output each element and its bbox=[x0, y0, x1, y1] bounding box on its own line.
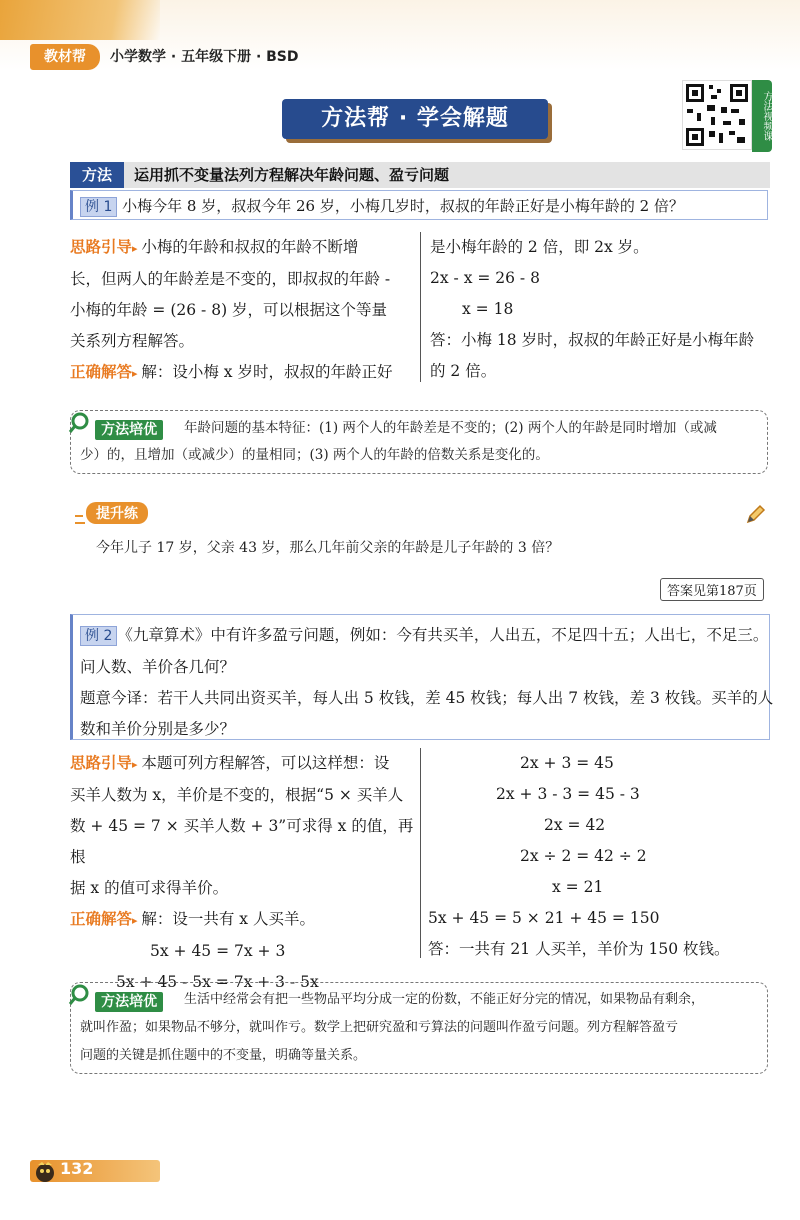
equation: 5x + 45 - 5x = 7x + 3 - 5x bbox=[116, 973, 319, 991]
equation: 5x + 45 = 5 × 21 + 45 = 150 bbox=[428, 909, 660, 927]
equation: x = 21 bbox=[552, 878, 604, 896]
pencil-icon bbox=[744, 504, 766, 530]
hint-line: 小梅的年龄和叔叔的年龄不断增 bbox=[141, 238, 359, 256]
equation: 5x + 45 = 7x + 3 bbox=[150, 942, 286, 960]
magnifier-icon bbox=[68, 419, 95, 438]
hint-line: 关系列方程解答。 bbox=[70, 332, 195, 350]
equation: x = 18 bbox=[462, 300, 514, 318]
equation: 2x + 3 = 45 bbox=[520, 754, 614, 772]
equation: 2x - x = 26 - 8 bbox=[430, 269, 540, 287]
example1-solution-right bbox=[430, 232, 775, 387]
equation: 2x ÷ 2 = 42 ÷ 2 bbox=[520, 847, 647, 865]
answer-label: 正确解答 bbox=[70, 363, 133, 381]
example2-question bbox=[80, 620, 774, 745]
answer-line: 答：一共有 21 人买羊，羊价为 150 枚钱。 bbox=[428, 940, 730, 958]
tip2-line: 问题的关键是抓住题中的不变量，明确等量关系。 bbox=[80, 1048, 367, 1063]
hint-line: 小梅的年龄 = (26 - 8) 岁，可以根据这个等量 bbox=[70, 301, 388, 319]
example2-line: 题意今译：若干人共同出资买羊，每人出 5 枚钱，差 45 枚钱；每人出 7 枚钱，差 3 枚钱。买羊的人 bbox=[80, 689, 774, 707]
tip2-tag: 方法培优 bbox=[95, 992, 163, 1012]
tip2-line: 生活中经常会有把一些物品平均分成一定的份数，不能正好分完的情况，如果物品有剩余， bbox=[184, 992, 705, 1007]
answer-reference[interactable]: 答案见第187页 bbox=[660, 578, 764, 601]
tip1-tag: 方法培优 bbox=[95, 420, 163, 440]
answer-label: 正确解答 bbox=[70, 910, 133, 928]
answer-line: 答：小梅 18 岁时，叔叔的年龄正好是小梅年龄 bbox=[430, 331, 755, 349]
hint-line: 数 + 45 = 7 × 买羊人数 + 3”可求得 x 的值，再根 bbox=[70, 817, 414, 866]
hint-line: 长，但两人的年龄差是不变的，即叔叔的年龄 - bbox=[70, 270, 391, 288]
equation: 2x = 42 bbox=[544, 816, 606, 834]
page-number: 132 bbox=[60, 1159, 94, 1178]
example2-tag: 例 2 bbox=[80, 626, 117, 646]
example1-tag: 例 1 bbox=[80, 197, 117, 217]
column-divider bbox=[420, 232, 421, 382]
tip1-line: 年龄问题的基本特征：(1) 两个人的年龄差是不变的；(2) 两个人的年龄是同时增加（或减 bbox=[184, 420, 717, 436]
example2-solution-left: 思路引导▸ 本题可列方程解答，可以这样想：设 买羊人数为 x，羊价是不变的，根据“5 × 买羊人 数 + 45 = 7 × 买羊人数 + 3”可求得 x 的值，再根 据 x 的值可求得羊价。 正确解答▸ 解：设一共有 x 人买羊。 5x + 45 = 7x + 3 5x + 45 - 5x = 7x + 3 - 5x bbox=[70, 748, 415, 998]
answer-line: 解：设小梅 x 岁时，叔叔的年龄正好 bbox=[141, 363, 393, 381]
answer-line: 是小梅年龄的 2 倍，即 2x 岁。 bbox=[430, 238, 649, 256]
practice-tag: 提升练 bbox=[86, 502, 148, 524]
example2-solution-right bbox=[428, 748, 773, 965]
hint-label: 思路引导 bbox=[70, 754, 133, 772]
qr-video-tab[interactable]: 方法视频课 bbox=[752, 80, 772, 152]
section-banner: 方法帮 · 学会解题 bbox=[282, 99, 548, 139]
answer-line: 解：设一共有 x 人买羊。 bbox=[141, 910, 315, 928]
column-divider bbox=[420, 748, 421, 958]
magnifier-icon bbox=[68, 991, 95, 1010]
answer-line: 的 2 倍。 bbox=[430, 362, 497, 380]
method-title: 运用抓不变量法列方程解决年龄问题、盈亏问题 bbox=[134, 166, 450, 184]
tip2-header bbox=[68, 984, 163, 1011]
tip2-line: 就叫作盈；如果物品不够分，就叫作亏。数学上把研究盈和亏算法的问题叫作盈亏问题。列方程解答盈亏 bbox=[80, 1020, 679, 1035]
example1-question: 小梅今年 8 岁，叔叔今年 26 岁，小梅几岁时，叔叔的年龄正好是小梅年龄的 2 倍？ bbox=[122, 197, 684, 215]
header-stripe bbox=[0, 0, 160, 40]
example1-solution-left: 思路引导▸ 小梅的年龄和叔叔的年龄不断增 长，但两人的年龄差是不变的，即叔叔的年龄 - 小梅的年龄 = (26 - 8) 岁，可以根据这个等量 关系列方程解答。 正确解答▸ 解：设小梅 x 岁时，叔叔的年龄正好 bbox=[70, 232, 415, 389]
example2-line: 问人数、羊价各几何？ bbox=[80, 658, 236, 676]
mascot-icon bbox=[34, 1160, 56, 1188]
hint-line: 本题可列方程解答，可以这样想：设 bbox=[141, 754, 390, 772]
example2-line: 数和羊价分别是多少？ bbox=[80, 720, 236, 738]
book-title: 小学数学 · 五年级下册 · BSD bbox=[110, 49, 299, 65]
hint-line: 据 x 的值可求得羊价。 bbox=[70, 879, 229, 897]
practice-dash-icon bbox=[74, 512, 86, 531]
brand-badge: 教材帮 bbox=[30, 44, 100, 70]
method-tag: 方法 bbox=[70, 162, 124, 188]
example2-line: 《九章算术》中有许多盈亏问题，例如：今有共买羊，人出五，不足四十五；人出七，不足三。 bbox=[117, 626, 769, 644]
qr-code-icon[interactable] bbox=[682, 80, 752, 150]
example1-question-row bbox=[80, 195, 684, 216]
equation: 2x + 3 - 3 = 45 - 3 bbox=[496, 785, 640, 803]
hint-label: 思路引导 bbox=[70, 238, 133, 256]
tip1-line: 少）的，且增加（或减少）的量相同；(3) 两个人的年龄的倍数关系是变化的。 bbox=[80, 447, 549, 463]
hint-line: 买羊人数为 x，羊价是不变的，根据“5 × 买羊人 bbox=[70, 786, 404, 804]
tip1-header bbox=[68, 412, 163, 439]
practice-question: 今年儿子 17 岁，父亲 43 岁，那么几年前父亲的年龄是儿子年龄的 3 倍？ bbox=[96, 540, 560, 556]
